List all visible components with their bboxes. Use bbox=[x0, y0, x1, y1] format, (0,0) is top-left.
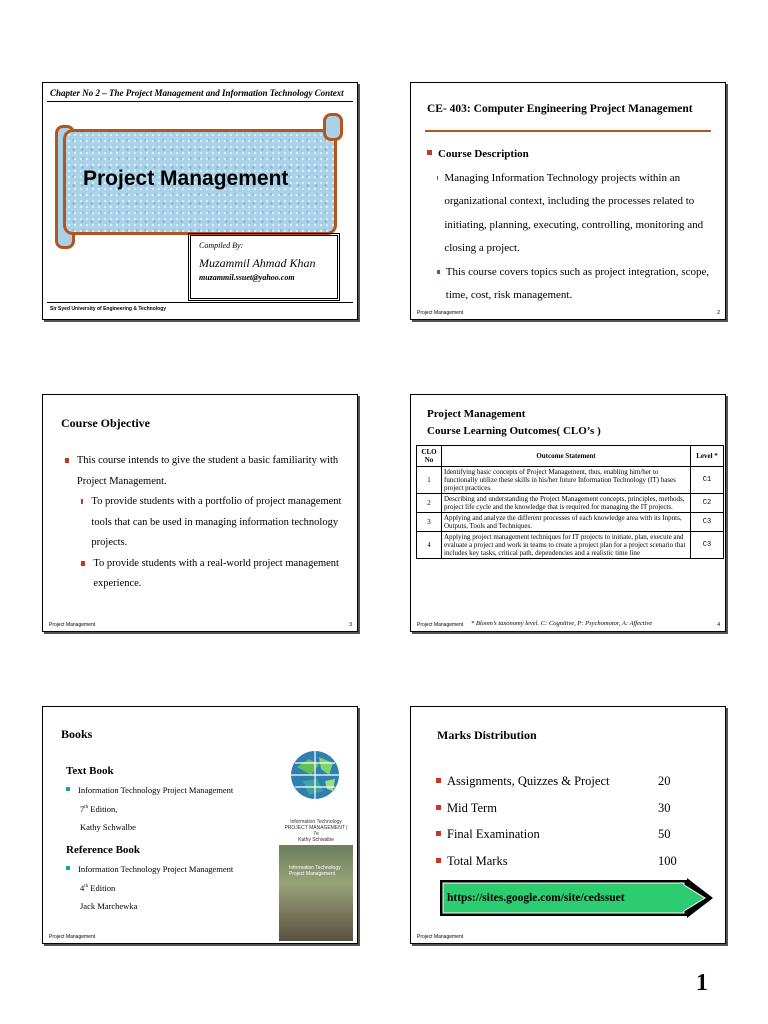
course-site-link[interactable]: https://sites.google.com/site/cedssuet bbox=[447, 892, 625, 904]
header-level: Level * bbox=[691, 446, 724, 467]
slide-title: Books bbox=[61, 727, 93, 741]
table-row bbox=[417, 513, 724, 532]
bullet-item bbox=[65, 492, 350, 554]
bullet-text: To provide students with a real-world project management experience. bbox=[93, 557, 339, 589]
clo-statement: Applying and analyze the different processes of each knowledge area with its Inputs, Outputs, Tools and Techniques. bbox=[442, 513, 691, 532]
book-edition bbox=[66, 878, 233, 897]
list-item bbox=[66, 860, 233, 878]
clo-statement: Identifying basic concepts of Project Management, thus, enabling him/her to functionally utilize these skills in his/her future Information Technology (IT) bases project practices. bbox=[442, 467, 691, 494]
bullet-icon bbox=[436, 831, 441, 836]
marks-label: Assignments, Quizzes & Project bbox=[447, 774, 610, 788]
slide-3 bbox=[42, 394, 358, 632]
author-email: muzammil.ssuet@yahoo.com bbox=[199, 273, 295, 282]
text-book-heading: Text Book bbox=[66, 765, 114, 777]
book-title: Information Technology Project Management bbox=[78, 864, 234, 874]
clo-level: C3 bbox=[691, 532, 724, 559]
slide-number: 2 bbox=[717, 310, 720, 316]
book-author: Jack Marchewka bbox=[80, 900, 138, 911]
header-outcome: Outcome Statement bbox=[442, 446, 691, 467]
bullet-icon bbox=[437, 270, 440, 274]
bullet-icon bbox=[436, 805, 441, 810]
title-line-1: Project Management bbox=[427, 408, 526, 420]
bullet-icon bbox=[81, 561, 85, 566]
slide-4 bbox=[410, 394, 726, 632]
clo-no: 4 bbox=[417, 532, 442, 559]
clo-no: 2 bbox=[417, 494, 442, 513]
bullet-text: This course intends to give the student a basic familiarity with Project Management. bbox=[76, 455, 339, 487]
slide-footer: Project Management bbox=[49, 934, 96, 940]
bullet-icon bbox=[66, 866, 70, 870]
edition-suffix: th bbox=[84, 805, 89, 810]
clo-level: C3 bbox=[691, 513, 724, 532]
text-book-details bbox=[66, 781, 233, 836]
reference-book-heading: Reference Book bbox=[66, 844, 141, 856]
cover2-title: Information Technology Project Management bbox=[289, 865, 341, 877]
scroll-curl-right bbox=[323, 113, 343, 141]
bullet-icon bbox=[437, 176, 438, 180]
bullet-text: This course covers topics such as project integration, scope, time, cost, risk management. bbox=[445, 265, 710, 301]
bullet-text: To provide students with a portfolio of project management tools that can be used in managing information technology projects. bbox=[91, 496, 342, 548]
marks-row bbox=[436, 827, 696, 842]
clo-statement: Describing and understanding the Project Management concepts, principles, methods, project life cycle and the knowledge that is required for managing the IT projects. bbox=[442, 494, 691, 513]
edition-number: 7 bbox=[80, 803, 85, 814]
edition-label: Edition bbox=[88, 882, 116, 893]
book-author: Kathy Schwalbe bbox=[80, 821, 136, 832]
author-name: Muzammil Ahmad Khan bbox=[199, 256, 316, 270]
compiled-by-box bbox=[188, 233, 340, 301]
slide-number: 3 bbox=[349, 622, 352, 628]
table-row bbox=[417, 494, 724, 513]
marks-value: 100 bbox=[658, 854, 677, 868]
bullet-text: Managing Information Technology projects within an organizational context, including the processes related to initiating, planning, executing, controlling, monitoring and closing a project. bbox=[444, 171, 704, 254]
list-item bbox=[66, 781, 233, 799]
edition-number: 4 bbox=[80, 882, 85, 893]
marks-value: 50 bbox=[658, 827, 671, 841]
slide-body bbox=[65, 451, 350, 595]
bullet-icon bbox=[427, 150, 432, 155]
marks-label: Mid Term bbox=[447, 801, 497, 815]
heading-text: Course Description bbox=[438, 148, 529, 160]
header-clo-no: CLO No bbox=[417, 446, 442, 467]
slide-title: CE- 403: Computer Engineering Project Management bbox=[427, 103, 693, 115]
marks-label: Final Examination bbox=[447, 827, 540, 841]
slide-footer: Project Management bbox=[417, 934, 464, 940]
book-cover-globe-icon bbox=[289, 745, 341, 815]
marks-row bbox=[436, 774, 696, 789]
clo-level: C1 bbox=[691, 467, 724, 494]
edition-suffix: th bbox=[84, 884, 89, 889]
table-row bbox=[417, 467, 724, 494]
slide-footer: Project Management bbox=[49, 622, 96, 628]
slide-5 bbox=[42, 706, 358, 944]
marks-row bbox=[436, 854, 696, 869]
slide-body bbox=[427, 143, 717, 308]
reference-book-details bbox=[66, 860, 233, 915]
clo-no: 1 bbox=[417, 467, 442, 494]
marks-value: 30 bbox=[658, 801, 671, 815]
reference-book-cover bbox=[279, 845, 353, 941]
slide-number: 4 bbox=[717, 622, 720, 628]
bullet-item bbox=[427, 167, 717, 261]
bullet-item bbox=[427, 261, 717, 308]
university-name: Sir Syed University of Engineering & Technology bbox=[50, 306, 167, 312]
title-line-2: Course Learning Outcomes( CLO’s ) bbox=[427, 425, 601, 437]
cover1-caption bbox=[283, 819, 349, 843]
bullet-item bbox=[65, 451, 350, 492]
slide-footer: Project Management bbox=[417, 622, 464, 628]
clo-table bbox=[416, 445, 724, 559]
edition-label: Edition, bbox=[88, 803, 118, 814]
marks-row bbox=[436, 801, 696, 816]
marks-label: Total Marks bbox=[447, 854, 508, 868]
bullet-heading bbox=[427, 143, 717, 167]
cover1-title: Information Technology PROJECT MANAGEMENT | 7e bbox=[284, 819, 348, 837]
bullet-icon bbox=[66, 787, 70, 791]
divider bbox=[47, 101, 353, 102]
bullet-icon bbox=[436, 858, 441, 863]
cover1-author: Kathy Schwalbe bbox=[298, 837, 334, 843]
table-row bbox=[417, 532, 724, 559]
slide-title bbox=[427, 406, 601, 440]
clo-statement: Applying project management techniques for IT projects to initiate, plan, execute and evaluate a project and work in teams to create a project plan for a project scenario that includes key tasks, critical path, dependencies and a realistic time line bbox=[442, 532, 691, 559]
bloom-note: * Bloom’s taxonomy level. C: Cognitive, P: Psychomotor, A: Affective bbox=[471, 620, 653, 627]
table-header-row bbox=[417, 446, 724, 467]
slide-title: Course Objective bbox=[61, 416, 150, 430]
compiled-by-label: Compiled By: bbox=[199, 241, 244, 250]
chapter-title: Chapter No 2 – The Project Management and Information Technology Context bbox=[50, 88, 344, 98]
page-number: 1 bbox=[696, 970, 708, 996]
divider bbox=[425, 130, 711, 132]
slide-title: Marks Distribution bbox=[437, 728, 537, 742]
clo-no: 3 bbox=[417, 513, 442, 532]
slide-footer: Project Management bbox=[417, 310, 464, 316]
bullet-icon bbox=[65, 458, 69, 463]
slide-1 bbox=[42, 82, 358, 320]
bullet-item bbox=[65, 554, 350, 595]
marks-value: 20 bbox=[658, 774, 671, 788]
clo-level: C2 bbox=[691, 494, 724, 513]
bullet-icon bbox=[436, 778, 441, 783]
book-title: Information Technology Project Management bbox=[78, 785, 234, 795]
book-edition bbox=[66, 799, 233, 818]
slide-6 bbox=[410, 706, 726, 944]
slide-2 bbox=[410, 82, 726, 320]
slide-title: Project Management bbox=[83, 167, 289, 190]
bullet-icon bbox=[81, 499, 83, 504]
divider bbox=[47, 302, 353, 303]
